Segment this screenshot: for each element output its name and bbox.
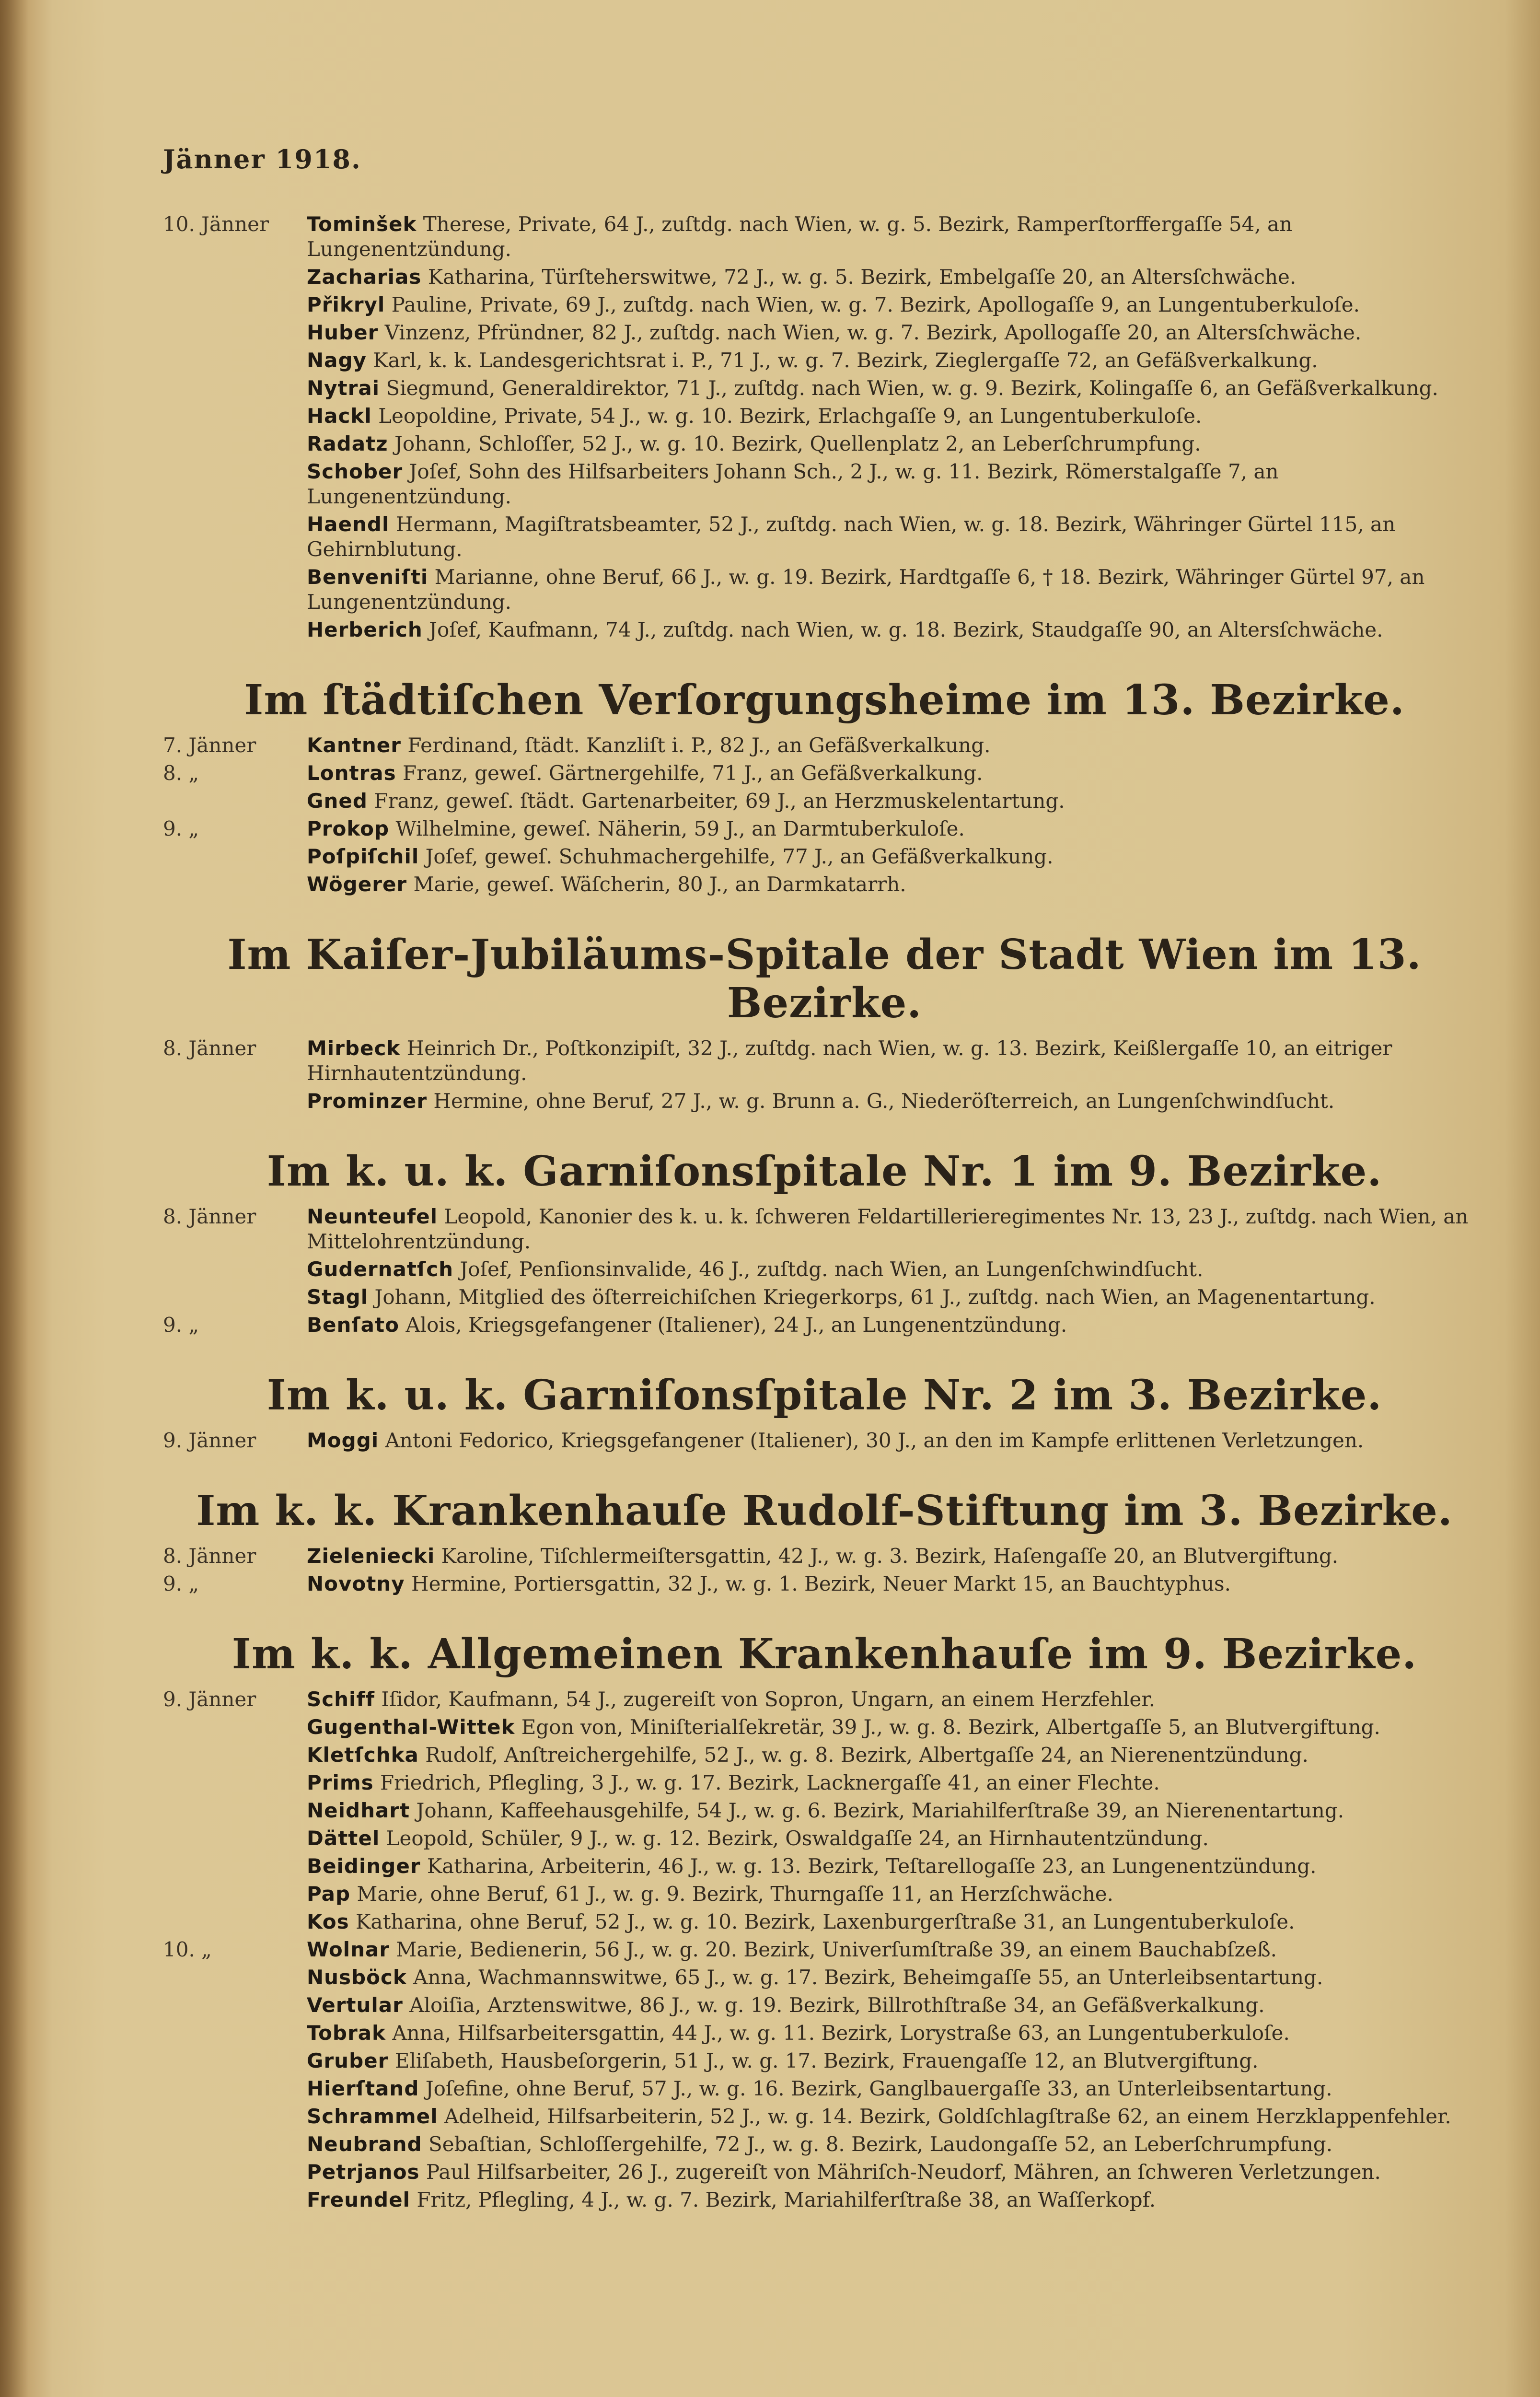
death-record-entry xyxy=(163,1089,1486,1114)
death-record-entry xyxy=(163,1715,1486,1740)
entry-surname: Zieleniecki xyxy=(307,1544,435,1568)
entry-details: Johann, Schloſſer, 52 J., w. g. 10. Bezirk, Quellenplatz 2, an Leberſchrumpfung. xyxy=(394,432,1201,455)
entry-details: Adelheid, Hilfsarbeiterin, 52 J., w. g. 14. Bezirk, Goldſchlagſtraße 62, an einem Herzklappenfehler. xyxy=(444,2105,1451,2128)
entry-surname: Wolnar xyxy=(307,1938,390,1961)
entry-details: Friedrich, Pflegling, 3 J., w. g. 17. Bezirk, Lacknergaſſe 41, an einer Flechte. xyxy=(380,1771,1160,1794)
section xyxy=(163,212,1486,642)
entry-details: Leopold, Schüler, 9 J., w. g. 12. Bezirk, Oswaldgaſſe 24, an Hirnhautentzündung. xyxy=(386,1827,1209,1850)
death-record-entry xyxy=(163,348,1486,373)
entry-surname: Gruber xyxy=(307,2049,389,2072)
section xyxy=(163,931,1486,1114)
entry-surname: Zacharias xyxy=(307,265,422,289)
entry-date: 9. „ xyxy=(163,1313,199,1337)
entry-details: Rudolf, Anſtreichergehilfe, 52 J., w. g. 8. Bezirk, Albertgaſſe 24, an Nierenentzündung. xyxy=(425,1743,1308,1767)
death-record-entry xyxy=(163,1204,1486,1254)
entry-date: 8. Jänner xyxy=(163,1205,256,1228)
section xyxy=(163,1487,1486,1596)
entry-details: Aloiſia, Arztenswitwe, 86 J., w. g. 19. Bezirk, Billrothſtraße 34, an Gefäßverkalkung. xyxy=(409,1993,1265,2017)
death-record-entry xyxy=(163,1687,1486,1712)
death-record-entry xyxy=(163,2160,1486,2185)
death-record-entry xyxy=(163,844,1486,869)
entry-details: Marie, ohne Beruf, 61 J., w. g. 9. Bezirk, Thurngaſſe 11, an Herzſchwäche. xyxy=(357,1882,1113,1906)
death-record-entry xyxy=(163,1798,1486,1823)
entry-details: Katharina, ohne Beruf, 52 J., w. g. 10. Bezirk, Laxenburgerſtraße 31, an Lungentuberkuloſe. xyxy=(356,1910,1295,1933)
entry-surname: Nytrai xyxy=(307,376,380,400)
death-record-entry xyxy=(163,565,1486,615)
entry-details: Marie, Bedienerin, 56 J., w. g. 20. Bezirk, Univerſumſtraße 39, an einem Bauchabſzeß. xyxy=(396,1938,1277,1961)
entry-surname: Gugenthal-Wittek xyxy=(307,1715,515,1739)
entry-details: Anna, Hilfsarbeitersgattin, 44 J., w. g. 11. Bezirk, Lorystraße 63, an Lungentuberkuloſe. xyxy=(392,2021,1290,2045)
entry-surname: Radatz xyxy=(307,432,388,455)
entry-details: Hermann, Magiſtratsbeamter, 52 J., zuſtdg. nach Wien, w. g. 18. Bezirk, Währinger Gürtel 115, an Gehirnblutung. xyxy=(307,512,1396,561)
entry-surname: Prominzer xyxy=(307,1089,428,1113)
entry-surname: Neubrand xyxy=(307,2132,422,2156)
entry-surname: Moggi xyxy=(307,1429,379,1452)
entry-details: Anna, Wachmannswitwe, 65 J., w. g. 17. Bezirk, Beheimgaſſe 55, an Unterleibsentartung. xyxy=(413,1966,1323,1989)
entry-details: Iſidor, Kaufmann, 54 J., zugereiſt von Sopron, Ungarn, an einem Herzfehler. xyxy=(381,1687,1156,1711)
section-title: Im k. u. k. Garniſonsſpitale Nr. 1 im 9. Bezirke. xyxy=(266,1147,1382,1196)
death-record-entry xyxy=(163,1937,1486,1962)
entry-surname: Lontras xyxy=(307,761,396,785)
death-record-entry xyxy=(163,2132,1486,2157)
entry-details: Vinzenz, Pfründner, 82 J., zuſtdg. nach Wien, w. g. 7. Bezirk, Apollogaſſe 20, an Altersſchwäche. xyxy=(384,321,1362,344)
entry-details: Siegmund, Generaldirektor, 71 J., zuſtdg. nach Wien, w. g. 9. Bezirk, Kolingaſſe 6, an Gefäßverkalkung. xyxy=(386,376,1438,400)
entry-surname: Kos xyxy=(307,1910,349,1933)
entry-details: Joſef, Kaufmann, 74 J., zuſtdg. nach Wien, w. g. 18. Bezirk, Staudgaſſe 90, an Altersſchwäche. xyxy=(429,618,1383,641)
entry-date: 10. Jänner xyxy=(163,212,269,236)
entry-details: Katharina, Arbeiterin, 46 J., w. g. 13. Bezirk, Teſtarellogaſſe 23, an Lungenentzündung. xyxy=(427,1854,1317,1878)
entry-surname: Hierſtand xyxy=(307,2077,419,2100)
death-record-entry xyxy=(163,2076,1486,2101)
entry-surname: Přikryl xyxy=(307,293,385,316)
death-record-entry xyxy=(163,320,1486,345)
entry-surname: Tominšek xyxy=(307,212,417,236)
death-record-entry xyxy=(163,1571,1486,1596)
death-record-entry xyxy=(163,1826,1486,1851)
entry-date: 9. „ xyxy=(163,817,199,840)
section-title: Im k. k. Allgemeinen Krankenhauſe im 9. Bezirke. xyxy=(232,1630,1417,1678)
entry-details: Therese, Private, 64 J., zuſtdg. nach Wien, w. g. 5. Bezirk, Ramperſtorffergaſſe 54, an Lungenentzündung. xyxy=(307,212,1293,261)
sections-container xyxy=(163,212,1486,2212)
entry-details: Joſefine, ohne Beruf, 57 J., w. g. 16. Bezirk, Ganglbauergaſſe 33, an Unterleibsentartung. xyxy=(425,2077,1332,2100)
entry-surname: Kantner xyxy=(307,733,401,757)
death-record-entry xyxy=(163,872,1486,897)
section xyxy=(163,1371,1486,1453)
entry-details: Heinrich Dr., Poſtkonzipiſt, 32 J., zuſtdg. nach Wien, w. g. 13. Bezirk, Keißlergaſſe 10, an eitriger Hirnhautentzündung. xyxy=(307,1036,1392,1085)
death-record-entry xyxy=(163,1965,1486,1990)
death-record-entry xyxy=(163,376,1486,401)
death-record-entry xyxy=(163,1882,1486,1907)
death-record-entry xyxy=(163,1909,1486,1934)
death-record-entry xyxy=(163,733,1486,758)
entry-surname: Neunteufel xyxy=(307,1205,438,1228)
death-record-entry xyxy=(163,404,1486,429)
death-record-entry xyxy=(163,265,1486,290)
entry-date: 8. Jänner xyxy=(163,1544,256,1568)
entry-date: 9. Jänner xyxy=(163,1429,256,1452)
entry-details: Leopold, Kanonier des k. u. k. ſchweren Feldartillerieregimentes Nr. 13, 23 J., zuſtdg. nach Wien, an Mittelohrentzündung. xyxy=(307,1205,1469,1253)
entry-surname: Herberich xyxy=(307,618,423,641)
entry-details: Alois, Kriegsgefangener (Italiener), 24 J., an Lungenentzündung. xyxy=(405,1313,1067,1337)
entry-details: Hermine, Portiersgattin, 32 J., w. g. 1. Bezirk, Neuer Markt 15, an Bauchtyphus. xyxy=(411,1572,1231,1595)
entry-details: Antoni Fedorico, Kriegsgefangener (Italiener), 30 J., an den im Kampfe erlittenen Verletzungen. xyxy=(385,1429,1364,1452)
death-record-entry xyxy=(163,1544,1486,1569)
section-title: Im Kaiſer-Jubiläums-Spitale der Stadt Wien im 13. Bezirke. xyxy=(227,931,1422,1027)
entry-details: Paul Hilfsarbeiter, 26 J., zugereiſt von Mähriſch-Neudorf, Mähren, an ſchweren Verletzungen. xyxy=(426,2160,1381,2184)
section-title: Im k. k. Krankenhauſe Rudolf-Stiftung im 3. Bezirke. xyxy=(196,1487,1453,1535)
entry-details: Johann, Kaffeehausgehilfe, 54 J., w. g. 6. Bezirk, Mariahilferſtraße 39, an Nierenentartung. xyxy=(416,1799,1344,1822)
death-record-entry xyxy=(163,761,1486,786)
entry-details: Franz, geweſ. ſtädt. Gartenarbeiter, 69 J., an Herzmuskelentartung. xyxy=(374,789,1065,813)
entry-details: Katharina, Türſteherswitwe, 72 J., w. g. 5. Bezirk, Embelgaſſe 20, an Altersſchwäche. xyxy=(428,265,1297,289)
entry-details: Joſef, Sohn des Hilfsarbeiters Johann Sch., 2 J., w. g. 11. Bezirk, Römerstalgaſſe 7, an Lungenentzündung. xyxy=(307,460,1279,508)
death-record-entry xyxy=(163,212,1486,262)
entry-date: 8. Jänner xyxy=(163,1036,256,1060)
entry-surname: Beidinger xyxy=(307,1854,421,1878)
entry-surname: Novotny xyxy=(307,1572,405,1595)
entry-details: Wilhelmine, geweſ. Näherin, 59 J., an Darmtuberkuloſe. xyxy=(395,817,965,840)
entry-details: Franz, geweſ. Gärtnergehilfe, 71 J., an Gefäßverkalkung. xyxy=(403,761,983,785)
entry-surname: Huber xyxy=(307,321,379,344)
entry-surname: Schiff xyxy=(307,1687,375,1711)
entry-surname: Petrjanos xyxy=(307,2160,420,2184)
death-record-entry xyxy=(163,617,1486,642)
death-record-entry xyxy=(163,431,1486,456)
section xyxy=(163,676,1486,897)
entry-surname: Benveniſti xyxy=(307,565,428,589)
entry-details: Sebaſtian, Schloſſergehilfe, 72 J., w. g. 8. Bezirk, Laudongaſſe 52, an Leberſchrumpfung. xyxy=(428,2132,1333,2156)
entry-details: Leopoldine, Private, 54 J., w. g. 10. Bezirk, Erlachgaſſe 9, an Lungentuberkuloſe. xyxy=(378,404,1202,428)
death-record-entry xyxy=(163,1257,1486,1282)
death-record-entry xyxy=(163,2048,1486,2073)
entry-surname: Pap xyxy=(307,1882,351,1906)
entry-surname: Hackl xyxy=(307,404,372,428)
entry-details: Karl, k. k. Landesgerichtsrat i. P., 71 J., w. g. 7. Bezirk, Zieglergaſſe 72, an Gefäßverkalkung. xyxy=(373,349,1318,372)
book-gutter-shadow xyxy=(0,0,29,2397)
entry-details: Eliſabeth, Hausbeſorgerin, 51 J., w. g. 17. Bezirk, Frauengaſſe 12, an Blutvergiftung. xyxy=(394,2049,1259,2072)
entry-surname: Nusböck xyxy=(307,1966,407,1989)
entry-details: Pauline, Private, 69 J., zuſtdg. nach Wien, w. g. 7. Bezirk, Apollogaſſe 9, an Lungentuberkuloſe. xyxy=(391,293,1360,316)
death-record-entry xyxy=(163,1743,1486,1768)
entry-date: 9. „ xyxy=(163,1572,199,1595)
entry-surname: Prokop xyxy=(307,817,390,840)
entry-surname: Vertular xyxy=(307,1993,403,2017)
section xyxy=(163,1147,1486,1338)
death-record-entry xyxy=(163,2188,1486,2212)
entry-surname: Benſato xyxy=(307,1313,399,1337)
entry-surname: Wögerer xyxy=(307,873,407,896)
entry-surname: Prims xyxy=(307,1771,374,1794)
death-record-entry xyxy=(163,1854,1486,1879)
section-title: Im k. u. k. Garniſonsſpitale Nr. 2 im 3. Bezirke. xyxy=(266,1371,1382,1420)
entry-date: 9. Jänner xyxy=(163,1687,256,1711)
entry-date: 8. „ xyxy=(163,761,199,785)
entry-details: Johann, Mitglied des öſterreichiſchen Kriegerkorps, 61 J., zuſtdg. nach Wien, an Magenentartung. xyxy=(374,1285,1376,1309)
section-title: Im ſtädtiſchen Verſorgungsheime im 13. Bezirke. xyxy=(244,676,1405,724)
death-record-entry xyxy=(163,1993,1486,2018)
page-content xyxy=(163,144,1486,2215)
entry-details: Joſef, geweſ. Schuhmachergehilfe, 77 J., an Gefäßverkalkung. xyxy=(425,845,1054,868)
entry-surname: Haendl xyxy=(307,512,390,536)
entry-surname: Gned xyxy=(307,789,368,813)
death-record-entry xyxy=(163,1313,1486,1338)
entry-surname: Tobrak xyxy=(307,2021,386,2045)
section xyxy=(163,1630,1486,2212)
death-record-entry xyxy=(163,1428,1486,1453)
death-record-entry xyxy=(163,292,1486,317)
entry-details: Karoline, Tiſchlermeiſtersgattin, 42 J., w. g. 3. Bezirk, Haſengaſſe 20, an Blutvergiftung. xyxy=(441,1544,1339,1568)
entry-details: Marie, geweſ. Wäſcherin, 80 J., an Darmkatarrh. xyxy=(413,873,906,896)
death-record-entry xyxy=(163,816,1486,841)
death-record-entry xyxy=(163,2104,1486,2129)
death-record-entry xyxy=(163,512,1486,562)
entry-details: Hermine, ohne Beruf, 27 J., w. g. Brunn a. G., Niederöſterreich, an Lungenſchwindſucht. xyxy=(433,1089,1335,1113)
entry-surname: Dättel xyxy=(307,1827,380,1850)
death-record-entry xyxy=(163,1285,1486,1310)
entry-details: Marianne, ohne Beruf, 66 J., w. g. 19. Bezirk, Hardtgaſſe 6, † 18. Bezirk, Währinger Gürtel 97, an Lungenentzündung. xyxy=(307,565,1425,614)
entry-surname: Freundel xyxy=(307,2188,410,2211)
entry-date: 7. Jänner xyxy=(163,733,256,757)
entry-surname: Schrammel xyxy=(307,2105,438,2128)
entry-surname: Schober xyxy=(307,460,403,483)
death-record-entry xyxy=(163,789,1486,814)
entry-details: Egon von, Miniſterialſekretär, 39 J., w. g. 8. Bezirk, Albertgaſſe 5, an Blutvergiftung. xyxy=(521,1715,1380,1739)
page-header: Jänner 1918. xyxy=(163,144,361,175)
entry-details: Joſef, Penſionsinvalide, 46 J., zuſtdg. nach Wien, an Lungenſchwindſucht. xyxy=(460,1257,1204,1281)
entry-surname: Poſpiſchil xyxy=(307,845,419,868)
entry-surname: Neidhart xyxy=(307,1799,410,1822)
entry-surname: Kletſchka xyxy=(307,1743,419,1767)
death-record-entry xyxy=(163,459,1486,509)
entry-surname: Mirbeck xyxy=(307,1036,401,1060)
death-record-entry xyxy=(163,1036,1486,1086)
entry-surname: Nagy xyxy=(307,349,367,372)
entry-details: Ferdinand, ſtädt. Kanzliſt i. P., 82 J., an Gefäßverkalkung. xyxy=(407,733,991,757)
death-record-entry xyxy=(163,1770,1486,1795)
entry-surname: Gudernatſch xyxy=(307,1257,454,1281)
entry-surname: Stagl xyxy=(307,1285,369,1309)
entry-details: Fritz, Pflegling, 4 J., w. g. 7. Bezirk, Mariahilferſtraße 38, an Waſſerkopf. xyxy=(417,2188,1156,2211)
entry-date: 10. „ xyxy=(163,1938,212,1961)
death-record-entry xyxy=(163,2021,1486,2046)
